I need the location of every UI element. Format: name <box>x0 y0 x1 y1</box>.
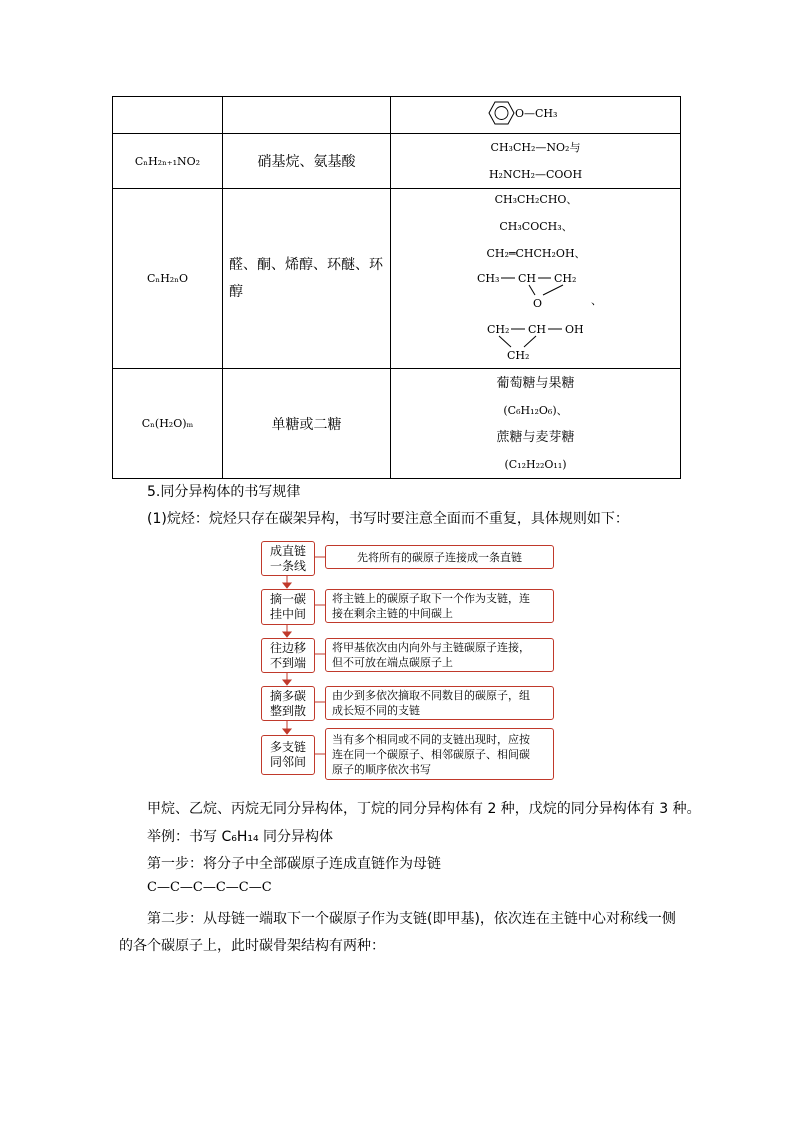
formula-cell <box>113 97 223 134</box>
table-row <box>113 369 681 479</box>
section-title: 5.同分异构体的书写规律 <box>147 484 301 500</box>
class-cell <box>223 189 391 369</box>
example-cell <box>391 134 681 189</box>
example-cell <box>391 189 681 369</box>
separator: 、 <box>591 294 602 307</box>
paragraph: 第一步：将分子中全部碳原子连成直链作为母链 <box>147 856 441 872</box>
cyclopropanol-oh: OH <box>565 323 584 336</box>
table-row <box>113 189 681 369</box>
example-line: CH₃CH₂CHO、 <box>494 193 578 206</box>
flow-description: 将甲基依次由内向外与主链碳原子连接， 但不可放在端点碳原子上 <box>325 638 554 672</box>
flow-description: 将主链上的碳原子取下一个作为支链，连 接在剩余主链的中间碳上 <box>325 589 554 623</box>
class-cell <box>223 97 391 134</box>
class-line: 醛、酮、烯醇、环醚、环 <box>229 256 383 273</box>
epoxide-oxygen: O <box>533 297 543 310</box>
class-cell: 单糖或二糖 <box>223 369 391 479</box>
paragraph: 的各个碳原子上，此时碳骨架结构有两种： <box>119 938 385 954</box>
isomer-table <box>112 96 681 479</box>
class-cell: 硝基烷、氨基酸 <box>223 134 391 189</box>
flow-step: 摘多碳 整到散 <box>261 686 315 721</box>
epoxide-right: CH₂ <box>554 272 577 285</box>
flow-description: 当有多个相同或不同的支链出现时，应按 连在同一个碳原子、相邻碳原子、相间碳 原子的顺序依次书写 <box>325 728 554 780</box>
anisole-structure-icon <box>481 98 591 132</box>
flow-step: 多支链 同邻间 <box>261 735 315 775</box>
anisole-label: O—CH₃ <box>514 107 557 120</box>
example-cell <box>391 97 681 134</box>
example-line: H₂NCH₂—COOH <box>488 168 583 181</box>
intro-paragraph: (1)烷烃：烷烃只存在碳架异构，书写时要注意全面而不重复，具体规则如下： <box>147 511 629 527</box>
example-line: 蔗糖与麦芽糖 <box>496 429 575 445</box>
flow-step: 成直链 一条线 <box>261 541 315 576</box>
epoxide-mid: CH <box>518 272 537 285</box>
table-row <box>113 97 681 134</box>
carbon-chain: C—C—C—C—C—C <box>147 880 272 895</box>
example-line: (C₁₂H₂₂O₁₁) <box>504 457 567 471</box>
formula-cell: CₙH₂ₙ₊₁NO₂ <box>113 134 223 189</box>
example-line: (C₆H₁₂O₆)、 <box>503 403 568 417</box>
cyclopropanol-left: CH₂ <box>487 323 510 336</box>
flow-description: 先将所有的碳原子连接成一条直链 <box>325 545 554 569</box>
formula-cell: CₙH₂ₙO <box>113 189 223 369</box>
flow-step: 往边移 不到端 <box>261 638 315 673</box>
formula-cell: Cₙ(H₂O)ₘ <box>113 369 223 479</box>
table-row <box>113 134 681 189</box>
paragraph: 第二步：从母链一端取下一个碳原子作为支链(即甲基)，依次连在主链中心对称线一侧 <box>147 911 676 927</box>
cyclopropanol-mid: CH <box>528 323 547 336</box>
flow-step: 摘一碳 挂中间 <box>261 589 315 625</box>
paragraph: 甲烷、乙烷、丙烷无同分异构体，丁烷的同分异构体有 2 种，戊烷的同分异构体有 3 种。 <box>147 801 701 817</box>
example-line: CH₃COCH₃、 <box>499 220 573 233</box>
flow-description: 由少到多依次摘取不同数目的碳原子，组 成长短不同的支链 <box>325 686 554 720</box>
cyclopropanol-bottom: CH₂ <box>507 349 530 362</box>
example-cell <box>391 369 681 479</box>
epoxide-left: CH₃ <box>477 272 500 285</box>
paragraph: 举例：书写 C₆H₁₄ 同分异构体 <box>147 829 334 845</box>
example-line: CH₂═CHCH₂OH、 <box>486 247 586 260</box>
ring-structures-icon <box>391 267 681 367</box>
example-line: CH₃CH₂—NO₂与 <box>490 141 581 154</box>
example-line: 葡萄糖与果糖 <box>496 375 575 391</box>
class-line: 醇 <box>229 283 243 300</box>
